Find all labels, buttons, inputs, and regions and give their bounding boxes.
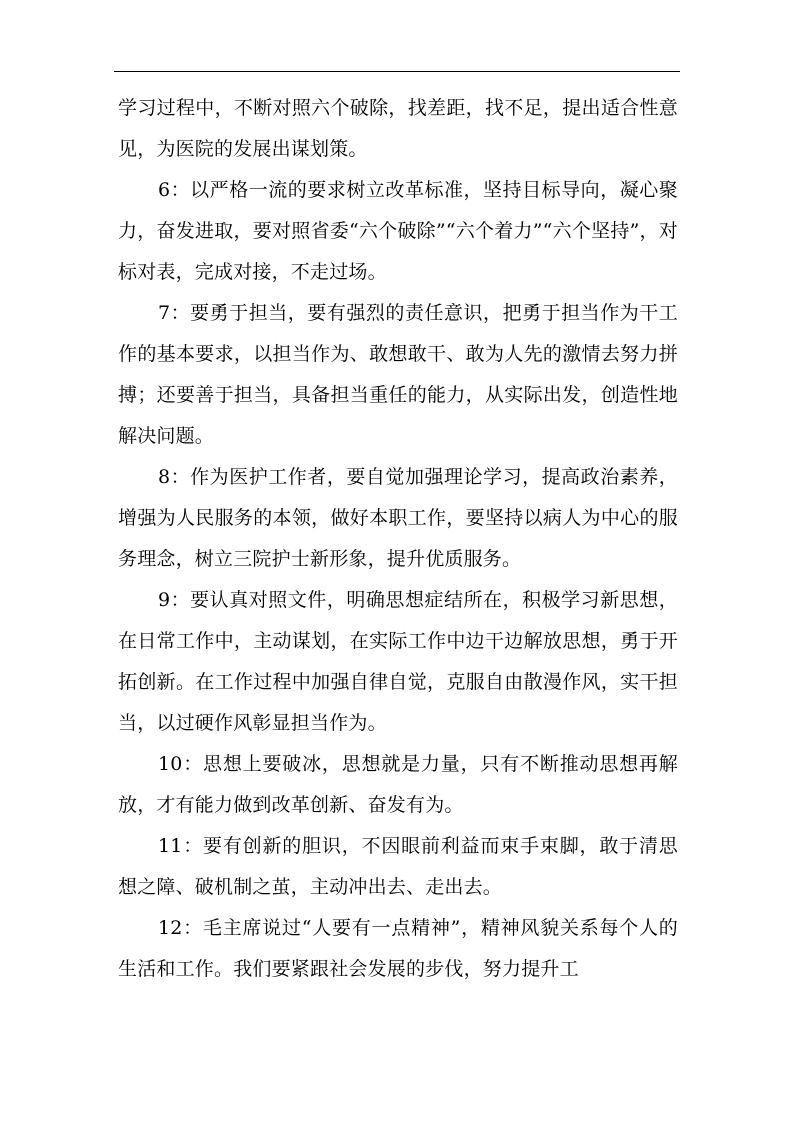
- paragraph-item-11: 11：要有创新的胆识，不因眼前利益而束手束脚，敢于清思想之障、破机制之茧，主动冲出去、走出去。: [118, 835, 678, 898]
- paragraph-item-8: 8：作为医护工作者，要自觉加强理论学习，提高政治素养，增强为人民服务的本领，做好本职工作，要坚持以病人为中心的服务理念，树立三院护士新形象，提升优质服务。: [118, 466, 678, 570]
- paragraph-continuation: 学习过程中，不断对照六个破除，找差距，找不足，提出适合性意见，为医院的发展出谋划策。: [118, 97, 678, 160]
- paragraph-item-7: 7：要勇于担当，要有强烈的责任意识，把勇于担当作为干工作的基本要求，以担当作为、敢想敢干、敢为人先的激情去努力拼搏；还要善于担当，具备担当重任的能力，从实际出发，创造性地解决问题。: [118, 302, 678, 447]
- header-rule: [114, 71, 680, 72]
- paragraph-item-10: 10：思想上要破冰，思想就是力量，只有不断推动思想再解放，才有能力做到改革创新、奋发有为。: [118, 753, 678, 816]
- paragraph-item-9: 9：要认真对照文件，明确思想症结所在，积极学习新思想，在日常工作中，主动谋划，在实际工作中边干边解放思想，勇于开拓创新。在工作过程中加强自律自觉，克服自由散漫作风，实干担当，以过硬作风彰显担当作为。: [118, 589, 678, 734]
- document-body: [118, 88, 678, 990]
- paragraph-item-6: 6：以严格一流的要求树立改革标准，坚持目标导向，凝心聚力，奋发进取，要对照省委“六个破除”“六个着力”“六个坚持”，对标对表，完成对接，不走过场。: [118, 179, 678, 283]
- paragraph-item-12: 12：毛主席说过“人要有一点精神”，精神风貌关系每个人的生活和工作。我们要紧跟社会发展的步伐，努力提升工: [118, 917, 678, 980]
